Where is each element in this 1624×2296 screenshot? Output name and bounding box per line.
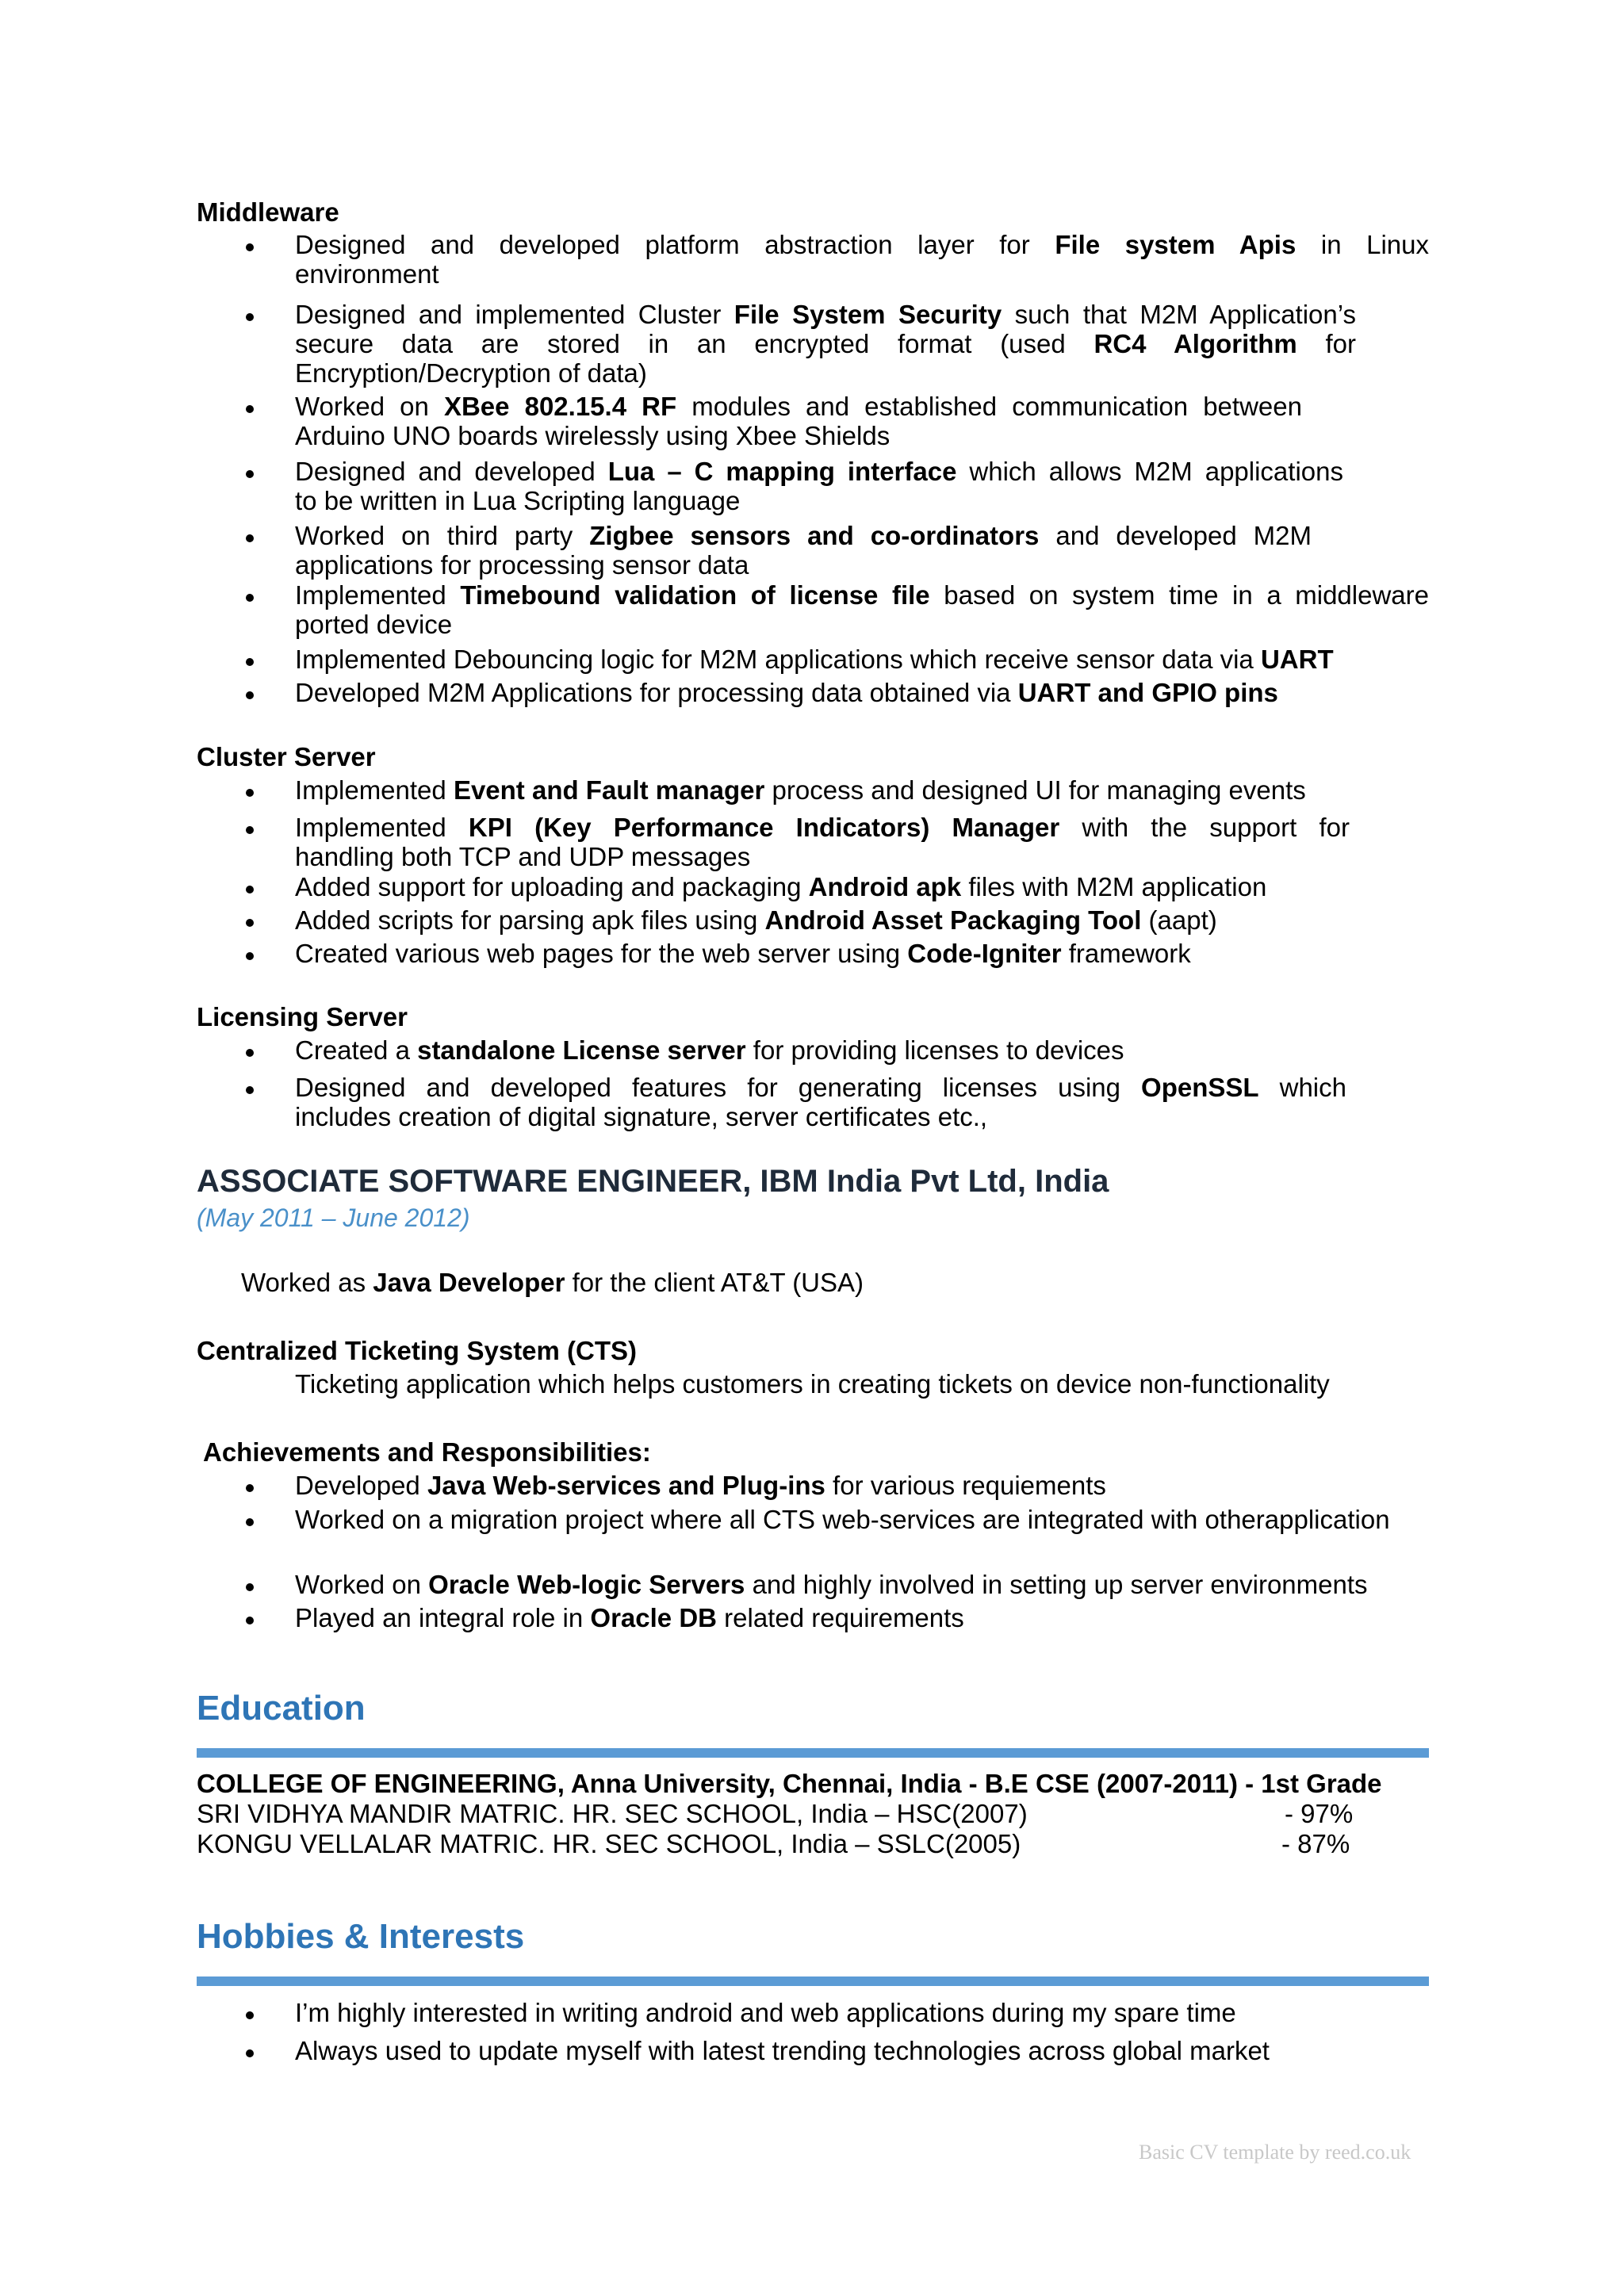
body-text: to be written in Lua Scripting language (295, 486, 741, 515)
body-text: Implemented (295, 813, 469, 842)
cluster-server-heading: Cluster Server (197, 742, 376, 771)
body-text: for (1297, 329, 1357, 358)
emphasis-text: Android apk (808, 872, 962, 901)
emphasis-text: UART (1260, 645, 1334, 674)
body-text: applications for processing sensor data (295, 550, 749, 580)
job-summary (241, 1267, 864, 1299)
job-title: ASSOCIATE SOFTWARE ENGINEER, IBM India Pvt Ltd, India (197, 1164, 1109, 1199)
body-text: Worked on (295, 392, 444, 421)
education-row: COLLEGE OF ENGINEERING, Anna University, Chennai, India - B.E CSE (2007-2011) - 1st Grade (197, 1769, 1382, 1798)
emphasis-text: Code-Igniter (907, 939, 1062, 968)
emphasis-text: UART and GPIO pins (1017, 678, 1278, 707)
emphasis-text: Lua – C mapping interface (607, 457, 957, 486)
body-text: Worked as (241, 1268, 373, 1297)
body-text: Designed and developed (295, 457, 608, 486)
body-text: files with M2M application (961, 872, 1267, 901)
cts-description: Ticketing application which helps customers in creating tickets on device non-functionality (295, 1369, 1330, 1399)
body-text: which (1258, 1073, 1346, 1102)
emphasis-text: File system Apis (1055, 230, 1297, 259)
footer-credit: Basic CV template by reed.co.uk (1139, 2141, 1411, 2164)
education-row: SRI VIDHYA MANDIR MATRIC. HR. SEC SCHOOL, India – HSC(2007) (197, 1799, 1028, 1828)
body-text: Implemented (295, 580, 461, 610)
emphasis-text: File System Security (733, 300, 1002, 329)
body-text: Worked on third party (295, 521, 590, 550)
cts-heading: Centralized Ticketing System (CTS) (197, 1336, 638, 1365)
body-text: and highly involved in setting up server environments (745, 1570, 1368, 1599)
body-text: Created various web pages for the web server using (295, 939, 908, 968)
emphasis-text: Oracle DB (590, 1603, 717, 1632)
achievements-heading: Achievements and Responsibilities: (203, 1437, 651, 1467)
body-text: Added support for uploading and packaging (295, 872, 809, 901)
body-text: handling both TCP and UDP messages (295, 842, 751, 871)
middleware-heading: Middleware (197, 197, 339, 227)
body-text: related requirements (716, 1603, 964, 1632)
education-row: KONGU VELLALAR MATRIC. HR. SEC SCHOOL, India – SSLC(2005) (197, 1829, 1021, 1858)
body-text: framework (1061, 939, 1191, 968)
hobbies-heading: Hobbies & Interests (197, 1917, 525, 1956)
emphasis-text: OpenSSL (1141, 1073, 1259, 1102)
emphasis-text: Java Developer (373, 1268, 565, 1297)
education-grade: - 87% (1281, 1829, 1350, 1858)
body-text: Worked on (295, 1570, 429, 1599)
hobbies-divider (197, 1976, 1429, 1986)
body-text: Developed (295, 1471, 427, 1500)
emphasis-text: Oracle Web-logic Servers (428, 1570, 745, 1599)
body-text: ported device (295, 610, 453, 639)
body-text: which allows M2M applications (956, 457, 1343, 486)
body-text: Developed M2M Applications for processing data obtained via (295, 678, 1018, 707)
body-text: Played an integral role in (295, 1603, 591, 1632)
body-text: Worked on a migration project where all CTS web-services are integrated with other (295, 1505, 1265, 1534)
body-text: process and designed UI for managing events (764, 775, 1306, 805)
body-text: for various requiements (825, 1471, 1106, 1500)
body-text: Arduino UNO boards wirelessly using Xbee Shields (295, 421, 891, 450)
body-text: with the support for (1059, 813, 1350, 842)
body-text: Implemented Debouncing logic for M2M applications which receive sensor data via (295, 645, 1261, 674)
emphasis-text: Zigbee sensors and co-ordinators (589, 521, 1040, 550)
body-text: based on system time in a middleware (929, 580, 1429, 610)
body-text: modules and established communication between (676, 392, 1302, 421)
licensing-server-heading: Licensing Server (197, 1002, 408, 1031)
body-text: Designed and developed features for generating licenses using (295, 1073, 1142, 1102)
body-text: Added scripts for parsing apk files using (295, 905, 765, 935)
body-text: and developed M2M (1039, 521, 1312, 550)
body-text: (aapt) (1141, 905, 1217, 935)
body-text: Designed and developed platform abstraction layer for (295, 230, 1055, 259)
education-divider (197, 1748, 1429, 1758)
emphasis-text: XBee 802.15.4 RF (443, 392, 677, 421)
cv-page: Middleware Designed and developed platform abstraction layer for File system Apis in Linux environment Designed and implemented Cluster File System Security such that M2M Application’s secure data are stored in an encrypted format (used RC4 Algorithm for Encryption/Decryption of data) Worked on XBee 802.15.4 RF modules and established communication between Arduino UNO boards wirelessly using Xbee Shields Designed and developed Lua – C mapping interface which allows M2M applications to be written in Lua Scripting language Worked on third party Zigbee sensors and co-ordinators and developed M2M applications for processing sensor data Implemented Timebound validation of license file based on system time in a middleware ported device Implemented Debouncing logic for M2M applications which receive sensor data via UART Developed M2M Applications for processing data obtained via UART and GPIO pins Cluster Server Implemented Event and Fault manager process and designed UI for managing events Implemented KPI (Key Performance Indicators) Manager with the support for handling both TCP and UDP messages Added support for uploading and packaging Android apk files with M2M application Added scripts for parsing apk files using Android Asset Packaging Tool (aapt) Created various web pages for the web server using Code-Igniter framework Licensing Server Created a standalone License server for providing licenses to devices Designed and developed features for generating licenses using OpenSSL which includes creation of digital signature, server certificates etc., ASSOCIATE SOFTWARE ENGINEER, IBM India Pvt Ltd, India (May 2011 – June 2012) Worked as Java Developer for the client AT&T (USA) Centralized Ticketing System (CTS) Ticketing application which helps customers in creating tickets on device non-functionality Achievements and Responsibilities: Developed Java Web-services and Plug-ins for various requiements Worked on a migration project where all CTS web-services are integrated with otherapplication Worked on Oracle Web-logic Servers and highly involved in setting up server environments Played an integral role in Oracle DB related requirements Education COLLEGE OF ENGINEERING, Anna University, Chennai, India - B.E CSE (2007-2011) - 1st Grade SRI VIDHYA MANDIR MATRIC. HR. SEC SCHOOL, India – HSC(2007) - 97% KONGU VELLALAR MATRIC. HR. SEC SCHOOL, India – SSLC(2005) - 87% Hobbies & Interests I’m highly interested in writing android and web applications during my spare time Always used to update myself with latest trending technologies across global market Basic CV template by reed.co.uk (197, 197, 1429, 2164)
job-dates: (May 2011 – June 2012) (197, 1203, 470, 1232)
education-grade: - 97% (1285, 1799, 1354, 1828)
body-text: includes creation of digital signature, server certificates etc., (295, 1102, 988, 1131)
education-heading: Education (197, 1689, 366, 1728)
emphasis-text: Timebound validation of license file (460, 580, 930, 610)
body-text: Created a (295, 1035, 418, 1065)
body-text: Implemented (295, 775, 454, 805)
body-text: for providing licenses to devices (745, 1035, 1124, 1065)
emphasis-text: RC4 Algorithm (1094, 329, 1297, 358)
emphasis-text: Event and Fault manager (453, 775, 765, 805)
emphasis-text: Java Web-services and Plug-ins (427, 1471, 825, 1500)
body-text: Designed and implemented Cluster (295, 300, 734, 329)
body-text: application (1264, 1505, 1390, 1534)
emphasis-text: KPI (Key Performance Indicators) Manager (468, 813, 1060, 842)
emphasis-text: standalone License server (417, 1035, 746, 1065)
body-text: such that M2M Application’s secure data are stored in an encrypted format (used (295, 300, 1356, 358)
body-text: environment (295, 259, 439, 289)
body-text: in Linux (1296, 230, 1429, 259)
emphasis-text: Android Asset Packaging Tool (764, 905, 1142, 935)
body-text: Encryption/Decryption of data) (295, 358, 647, 388)
body-text: for the client AT&T (USA) (565, 1268, 864, 1297)
